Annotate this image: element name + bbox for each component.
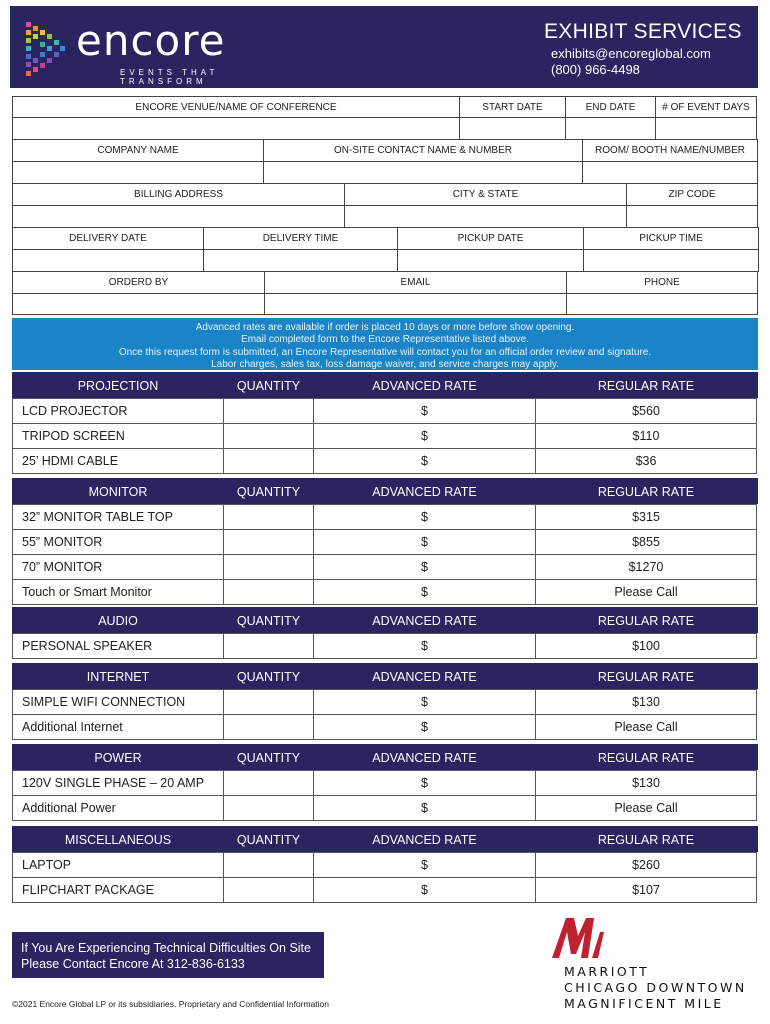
quantity-column-header: QUANTITY — [223, 744, 314, 771]
regular-rate-column-header: REGULAR RATE — [535, 744, 757, 771]
table-row — [12, 877, 758, 902]
encore-logo — [24, 16, 284, 86]
table-row — [12, 504, 758, 529]
table-row — [12, 398, 758, 423]
table-row — [12, 714, 758, 739]
item-label: 32” MONITOR TABLE TOP — [12, 504, 224, 530]
city-state-field[interactable] — [344, 205, 627, 228]
regular-rate-value: $110 — [535, 423, 757, 449]
quantity-column-header: QUANTITY — [223, 663, 314, 690]
contact-phone[interactable]: (800) 966-4498 — [551, 62, 640, 77]
advanced-rate-field[interactable]: $ — [313, 529, 536, 555]
label-phone: PHONE — [566, 271, 758, 294]
advanced-rate-column-header: ADVANCED RATE — [313, 478, 536, 505]
label-zip: ZIP CODE — [626, 183, 758, 206]
pickup-time-field[interactable] — [583, 249, 759, 272]
support-phone-line: Please Contact Encore At 312-836-6133 — [21, 957, 245, 971]
advanced-rate-field[interactable]: $ — [313, 795, 536, 821]
label-onsite-contact: ON-SITE CONTACT NAME & NUMBER — [263, 139, 583, 162]
advanced-rate-column-header: ADVANCED RATE — [313, 663, 536, 690]
quantity-field[interactable] — [223, 529, 314, 555]
end-date-field[interactable] — [565, 117, 656, 140]
email-field[interactable] — [264, 293, 567, 315]
equipment-section-monitor — [12, 478, 758, 604]
section-header — [12, 826, 758, 852]
quantity-field[interactable] — [223, 877, 314, 903]
delivery-time-field[interactable] — [203, 249, 398, 272]
page-title: EXHIBIT SERVICES — [544, 20, 742, 43]
regular-rate-value: Please Call — [535, 714, 757, 740]
support-line: If You Are Experiencing Technical Difficulties On Site — [21, 941, 311, 955]
regular-rate-column-header: REGULAR RATE — [535, 478, 757, 505]
phone-field[interactable] — [566, 293, 758, 315]
table-row — [12, 795, 758, 820]
marriott-logo — [548, 914, 758, 1014]
info-row-delivery-inputs — [12, 249, 758, 271]
table-row — [12, 423, 758, 448]
notice-line: Labor charges, sales tax, loss damage waiver, and service charges may apply. — [211, 359, 559, 371]
section-title: POWER — [12, 744, 224, 771]
info-row-company-inputs — [12, 161, 758, 183]
info-row-delivery — [12, 227, 758, 249]
marriott-location-2: MAGNIFICENT MILE — [564, 996, 724, 1011]
quantity-field[interactable] — [223, 770, 314, 796]
regular-rate-value: $260 — [535, 852, 757, 878]
quantity-field[interactable] — [223, 504, 314, 530]
notice-line: Email completed form to the Encore Representative listed above. — [241, 334, 529, 346]
quantity-column-header: QUANTITY — [223, 607, 314, 634]
label-billing-address: BILLING ADDRESS — [12, 183, 345, 206]
advanced-rate-field[interactable]: $ — [313, 579, 536, 605]
label-end-date: END DATE — [565, 96, 656, 118]
quantity-field[interactable] — [223, 398, 314, 424]
advanced-rate-field[interactable]: $ — [313, 689, 536, 715]
advanced-rate-field[interactable]: $ — [313, 852, 536, 878]
label-delivery-time: DELIVERY TIME — [203, 227, 398, 250]
equipment-section-projection — [12, 372, 758, 473]
table-row — [12, 579, 758, 604]
quantity-column-header: QUANTITY — [223, 372, 314, 399]
advanced-rate-field[interactable]: $ — [313, 877, 536, 903]
label-venue: ENCORE VENUE/NAME OF CONFERENCE — [12, 96, 460, 118]
table-row — [12, 554, 758, 579]
regular-rate-value: Please Call — [535, 795, 757, 821]
section-header — [12, 744, 758, 770]
quantity-field[interactable] — [223, 852, 314, 878]
info-row-venue — [12, 96, 758, 117]
advanced-rate-field[interactable]: $ — [313, 504, 536, 530]
company-field[interactable] — [12, 161, 264, 184]
info-row-orderer — [12, 271, 758, 293]
regular-rate-value: Please Call — [535, 579, 757, 605]
quantity-field[interactable] — [223, 689, 314, 715]
section-header — [12, 663, 758, 689]
item-label: LAPTOP — [12, 852, 224, 878]
quantity-field[interactable] — [223, 714, 314, 740]
regular-rate-column-header: REGULAR RATE — [535, 826, 757, 853]
encore-wordmark: encore — [76, 16, 226, 65]
advanced-rate-field[interactable]: $ — [313, 398, 536, 424]
notice-line: Once this request form is submitted, an Encore Representative will contact you for an official order review and signature. — [118, 346, 652, 358]
label-pickup-time: PICKUP TIME — [583, 227, 759, 250]
marriott-m-icon — [548, 914, 606, 960]
item-label: TRIPOD SCREEN — [12, 423, 224, 449]
section-header — [12, 607, 758, 633]
contact-email[interactable]: exhibits@encoreglobal.com — [551, 46, 711, 61]
advanced-rate-field[interactable]: $ — [313, 423, 536, 449]
table-row — [12, 529, 758, 554]
section-title: AUDIO — [12, 607, 224, 634]
regular-rate-value: $315 — [535, 504, 757, 530]
advanced-rate-column-header: ADVANCED RATE — [313, 372, 536, 399]
info-row-billing-inputs — [12, 205, 758, 227]
quantity-field[interactable] — [223, 795, 314, 821]
advanced-rate-column-header: ADVANCED RATE — [313, 744, 536, 771]
regular-rate-value: $130 — [535, 770, 757, 796]
item-label: Additional Power — [12, 795, 224, 821]
section-title: PROJECTION — [12, 372, 224, 399]
item-label: 70” MONITOR — [12, 554, 224, 580]
info-row-venue-inputs — [12, 117, 758, 139]
info-row-billing — [12, 183, 758, 205]
section-title: INTERNET — [12, 663, 224, 690]
equipment-section-internet — [12, 663, 758, 739]
table-row — [12, 852, 758, 877]
advanced-rate-field[interactable]: $ — [313, 448, 536, 474]
event-days-field[interactable] — [655, 117, 757, 140]
encore-tagline: EVENTS THAT TRANSFORM — [120, 68, 219, 86]
equipment-section-miscellaneous — [12, 826, 758, 902]
label-room-booth: ROOM/ BOOTH NAME/NUMBER — [582, 139, 758, 162]
regular-rate-column-header: REGULAR RATE — [535, 372, 757, 399]
regular-rate-value: $130 — [535, 689, 757, 715]
quantity-field[interactable] — [223, 579, 314, 605]
room-booth-field[interactable] — [582, 161, 758, 184]
label-ordered-by: ORDERD BY — [12, 271, 265, 294]
item-label: Additional Internet — [12, 714, 224, 740]
advanced-rate-field[interactable]: $ — [313, 770, 536, 796]
regular-rate-value: $560 — [535, 398, 757, 424]
header-banner — [10, 6, 758, 88]
item-label: LCD PROJECTOR — [12, 398, 224, 424]
venue-field[interactable] — [12, 117, 460, 140]
copyright-notice: ©2021 Encore Global LP or its subsidiaries. Proprietary and Confidential Information — [12, 999, 329, 1009]
advanced-rate-column-header: ADVANCED RATE — [313, 607, 536, 634]
regular-rate-value: $100 — [535, 633, 757, 659]
info-row-company — [12, 139, 758, 161]
onsite-contact-field[interactable] — [263, 161, 583, 184]
regular-rate-value: $1270 — [535, 554, 757, 580]
table-row — [12, 633, 758, 658]
regular-rate-column-header: REGULAR RATE — [535, 663, 757, 690]
label-pickup-date: PICKUP DATE — [397, 227, 584, 250]
regular-rate-value: $855 — [535, 529, 757, 555]
quantity-column-header: QUANTITY — [223, 826, 314, 853]
label-email: EMAIL — [264, 271, 567, 294]
section-title: MONITOR — [12, 478, 224, 505]
zip-field[interactable] — [626, 205, 758, 228]
label-event-days: # OF EVENT DAYS — [655, 96, 757, 118]
table-row — [12, 770, 758, 795]
encore-logo-mark-icon — [24, 18, 70, 80]
item-label: SIMPLE WIFI CONNECTION — [12, 689, 224, 715]
advanced-rate-column-header: ADVANCED RATE — [313, 826, 536, 853]
item-label: PERSONAL SPEAKER — [12, 633, 224, 659]
equipment-section-audio — [12, 607, 758, 658]
delivery-date-field[interactable] — [12, 249, 204, 272]
marriott-location-1: CHICAGO DOWNTOWN — [564, 980, 747, 995]
regular-rate-value: $107 — [535, 877, 757, 903]
item-label: 120V SINGLE PHASE – 20 AMP — [12, 770, 224, 796]
notice-line: Advanced rates are available if order is placed 10 days or more before show opening. — [195, 322, 575, 333]
section-header — [12, 372, 758, 398]
advanced-rate-field[interactable]: $ — [313, 714, 536, 740]
regular-rate-value: $36 — [535, 448, 757, 474]
quantity-field[interactable] — [223, 633, 314, 659]
billing-address-field[interactable] — [12, 205, 345, 228]
quantity-field[interactable] — [223, 423, 314, 449]
marriott-brand: MARRIOTT — [564, 964, 650, 979]
item-label: Touch or Smart Monitor — [12, 579, 224, 605]
label-delivery-date: DELIVERY DATE — [12, 227, 204, 250]
label-city-state: CITY & STATE — [344, 183, 627, 206]
info-row-orderer-inputs — [12, 293, 758, 314]
quantity-column-header: QUANTITY — [223, 478, 314, 505]
section-header — [12, 478, 758, 504]
section-title: MISCELLANEOUS — [12, 826, 224, 853]
start-date-field[interactable] — [459, 117, 566, 140]
support-banner — [12, 932, 324, 978]
pickup-date-field[interactable] — [397, 249, 584, 272]
item-label: 55” MONITOR — [12, 529, 224, 555]
quantity-field[interactable] — [223, 554, 314, 580]
equipment-section-power — [12, 744, 758, 820]
table-row — [12, 689, 758, 714]
quantity-field[interactable] — [223, 448, 314, 474]
ordered-by-field[interactable] — [12, 293, 265, 315]
rates-notice — [12, 318, 758, 370]
advanced-rate-field[interactable]: $ — [313, 633, 536, 659]
label-company: COMPANY NAME — [12, 139, 264, 162]
advanced-rate-field[interactable]: $ — [313, 554, 536, 580]
label-start-date: START DATE — [459, 96, 566, 118]
item-label: 25’ HDMI CABLE — [12, 448, 224, 474]
table-row — [12, 448, 758, 473]
regular-rate-column-header: REGULAR RATE — [535, 607, 757, 634]
item-label: FLIPCHART PACKAGE — [12, 877, 224, 903]
